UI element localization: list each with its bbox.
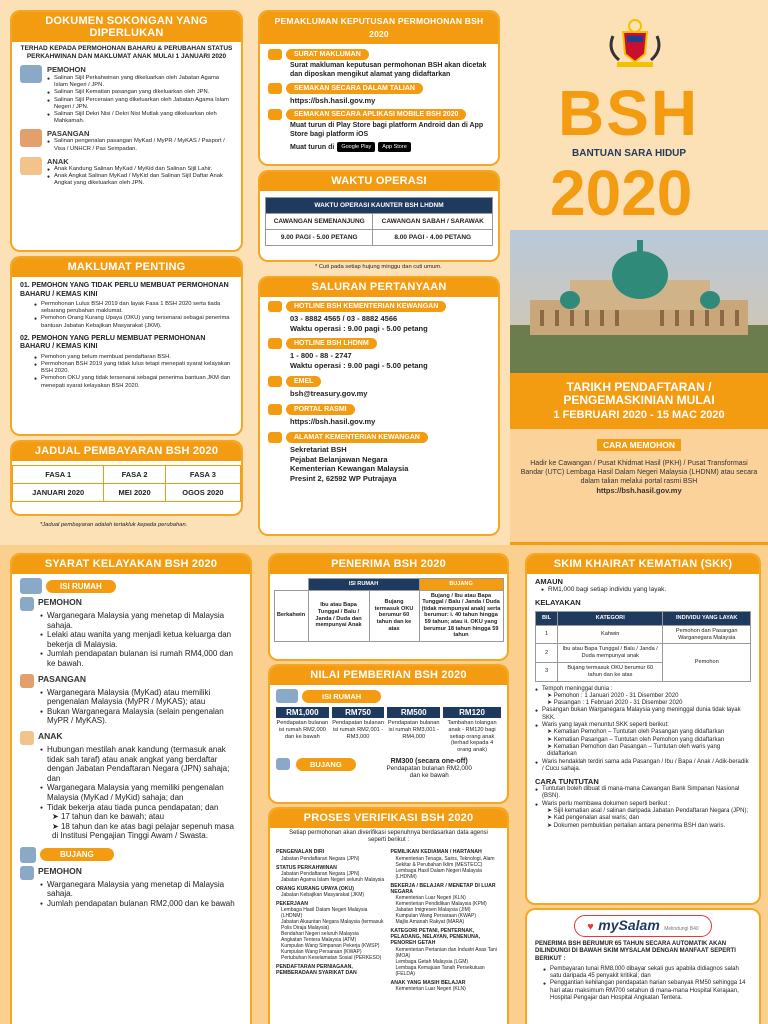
cover-bsh: BSH [558, 77, 700, 149]
coat-of-arms-icon [605, 18, 665, 70]
skk-card: SKIM KHAIRAT KEMATIAN (SKK) AMAUN ● RM1,000 bagi setiap individu yang layak. KELAYAKAN BIL KATEGORI INDIVIDU YANG LAYAK 1 Kahwin Pemohon dan Pasangan Warganegara Malaysia 2 Ibu atau Bapa Tunggal / Balu / Janda / Duda mempunyai anak Pemohon 3 Bujang termasuk OKU berumur 60 tahun dan ke atas ● Tempoh meninggal dunia : ➤ Pemohon : 1 Januari 2020 - 31 Disember 2020 ➤ Pasangan : 1 Februari 2020 - 31 Disember 2020 ● Pasangan bukan Warganegara Malaysia yang meninggal dunia tidak layak SKK. ● Waris yang layak menuntut SKK seperti berikut: ➤ Kematian Pemohon – Tuntutan oleh Pasangan yang didaftarkan ➤ Kematian Pasangan – Tuntutan oleh Pemohon yang didaftarkan ➤ Kematian Pemohon dan Pasangan – Tuntutan oleh waris yang didaftarkan ● Waris hendaklah terdiri sama ada Pasangan / Ibu / Bapa / Anak / Adik-beradik / Cucu sahaja. CARA TUNTUTAN ● Tuntutan boleh dibuat di mana-mana Cawangan Bank Simpanan Nasional (BSN). ● Waris perlu membawa dokumen seperti berikut : ➤ Sijil kematian asal / salinan daripada Jabatan Pendaftaran Negara (JPN); ➤ Kad pengenalan asal waris; dan ➤ Dokumen pembuktian pertalian antara penerima BSH dan waris. [527, 555, 759, 903]
hotline1-number[interactable]: 03 - 8882 4565 / 03 - 8882 4566 [290, 314, 398, 323]
waktu-col: CAWANGAN SEMENANJUNG [266, 214, 373, 230]
nilai-bujang: BUJANG [296, 758, 356, 771]
jadual-value: JANUARI 2020 [13, 484, 104, 502]
list-item: ● Jumlah pendapatan bulanan RM2,000 dan ke bawah [40, 899, 242, 909]
nilai-bujang-amount: RM300 (secara one-off) [390, 757, 468, 765]
list-item: ● Salinan Sijil Dekri Nisi / Dekri Nisi Mutlak yang dikeluarkan oleh Mahkamah. [47, 111, 233, 125]
syarat-isi-rumah: ISI RUMAH [46, 580, 116, 593]
tempoh-title: ● Tempoh meninggal dunia : [535, 686, 751, 693]
proses-card [270, 809, 507, 1024]
verifikasi-agency: Majlis Amanah Rakyat (MARA) [395, 919, 465, 926]
verifikasi-group-title: PENGENALAN DIRI [276, 849, 325, 856]
list-item: ● RM1,000 bagi setiap individu yang layak. [541, 586, 751, 593]
email-icon [268, 376, 282, 387]
hotline2-number[interactable]: 1 - 800 - 88 - 2747 [290, 351, 352, 360]
isi-rumah-icon [276, 689, 298, 703]
verifikasi-agency: Lembaga Getah Malaysia (LGM) [395, 958, 469, 965]
syarat-pemohon-label: PEMOHON [38, 597, 82, 607]
location-icon [268, 432, 282, 443]
skk-header: KATEGORI [558, 612, 663, 626]
mobile-label: SEMAKAN SECARA APLIKASI MOBILE BSH 2020 [286, 109, 466, 120]
tempoh-item: Pasangan : 1 Februari 2020 - 31 Disember 2020 [553, 700, 683, 707]
list-item: ● Permohonan Lulus BSH 2019 dan layak Fasa 1 BSH 2020 serta tiada sebarang perubahan maklumat. [34, 301, 233, 315]
mysalam-text: PENERIMA BSH BERUMUR 65 TAHUN SECARA AUTOMATIK AKAN DILINDUNGI DI BAWAH SKIM MYSALAM DENGAN MANFAAT SEPERTI BERIKUT : [535, 941, 736, 962]
talian-url[interactable]: https://bsh.hasil.gov.my [290, 96, 376, 105]
dokumen-item: Kad pengenalan asal waris; dan [553, 815, 640, 822]
pasangan-icon [20, 674, 34, 688]
verifikasi-agency: Kementerian Pendidikan Malaysia (KPM) [395, 901, 487, 908]
list-item: ● Permohonan BSH 2019 yang tidak lulus tetapi menepati syarat kelayakan BSH 2020. [34, 361, 233, 375]
verifikasi-agency: Kementerian Tenaga, Sains, Teknologi, Alam Sekitar & Perubahan Iklim (MESTECC) [395, 855, 495, 868]
pemakluman-card [260, 12, 498, 164]
verifikasi-group-title: PEKERJAAN [276, 901, 308, 908]
verifikasi-agency: Angkatan Tentera Malaysia (ATM) [281, 937, 357, 944]
nilai-bujang-desc: Pendapatan bulanan RM2,000 dan ke bawah [386, 764, 472, 780]
anak-sub-item: ➤ 17 tahun dan ke bawah; atau [52, 812, 165, 822]
list-item: ● Salinan Sijil Kematian pasangan yang dikeluarkan oleh JPN. [47, 89, 233, 96]
mobile-icon [268, 109, 282, 120]
list-item: ● Pemohon yang belum membuat pendaftaran BSH. [34, 354, 233, 361]
alamat-label: ALAMAT KEMENTERIAN KEWANGAN [286, 432, 428, 443]
verifikasi-agency: Pertubuhan Keselamatan Sosial (PERKESO) [281, 955, 382, 962]
verifikasi-group-title: PENDAFTARAN PERNIAGAAN, PEMBERADAAN SYARIKAT DAN [276, 964, 357, 977]
verifikasi-group-title: ORANG KURANG UPAYA (OKU) [276, 885, 355, 892]
verifikasi-agency: Jabatan Akauntan Negara Malaysia (termasuk Polis Diraja Malaysia) [281, 919, 384, 932]
google-play-badge[interactable]: Google Play [337, 142, 375, 152]
globe-icon [268, 83, 282, 94]
pemohon-icon [20, 597, 34, 611]
waktu-table-title: WAKTU OPERASI KAUNTER BSH LHDNM [266, 198, 493, 214]
verifikasi-agency: Kementerian Luar Negeri (KLN) [395, 895, 466, 902]
emel-label: EMEL [286, 376, 321, 387]
mysalam-card [527, 910, 759, 1024]
tarikh-box [510, 373, 768, 545]
bujang-icon [20, 847, 36, 863]
pemohon-icon [20, 65, 42, 83]
list-item: ● Waris hendaklah terdiri sama ada Pasangan / Ibu / Bapa / Anak / Adik-beradik / Cucu sahaja. [535, 759, 751, 774]
nilai-title: NILAI PEMBERIAN BSH 2020 [270, 666, 507, 685]
nilai-tier: RM500 Pendapatan bulanan isi rumah RM3,001 - RM4,000 [387, 708, 440, 740]
waktu-note: * Cuti pada setiap hujung minggu dan cuti umum. [315, 264, 442, 270]
maklumat-card [12, 258, 241, 434]
table-row: 1 Kahwin Pemohon dan Pasangan Warganegara Malaysia [536, 625, 751, 644]
verifikasi-group-title: KATEGORI PETANI, PENTERNAK, PELADANG, NELAYAN, PENENUNA, PENOREH GETAH [390, 928, 481, 947]
skk-table [535, 611, 751, 682]
talian-label: SEMAKAN SECARA DALAM TALIAN [286, 83, 423, 94]
waktu-title: WAKTU OPERASI [260, 172, 498, 191]
emel-address[interactable]: bsh@treasury.gov.my [290, 389, 368, 398]
list-item: ● Salinan Sijil Perkahwinan yang dikeluarkan oleh Jabatan Agama Islam Negeri / JPN. [47, 75, 233, 89]
jadual-header: FASA 3 [165, 466, 240, 484]
syarat-bujang: BUJANG [40, 848, 114, 861]
maklumat-p1-title: 01. PEMOHON YANG TIDAK PERLU MEMBUAT PERMOHONAN BAHARU / KEMAS KINI [20, 282, 229, 298]
waktu-table [265, 197, 493, 246]
verifikasi-agency: Jabatan Pendaftaran Negara (JPN) [281, 870, 360, 877]
syarat-bujang-pemohon-label: PEMOHON [38, 865, 82, 876]
mobile-text: Muat turun di Play Store bagi platform Android dan di App Store bagi platform iOS [290, 122, 484, 138]
verifikasi-agency: Lembaga Hasil Dalam Negeri Malaysia (LHDNM) [281, 907, 368, 920]
nilai-tier: RM1,000 Pendapatan bulanan isi rumah RM2,000 dan ke bawah [276, 708, 329, 740]
waktu-time: 9.00 PAGI - 5.00 PETANG [266, 230, 373, 246]
mail-icon [268, 49, 282, 60]
syarat-pasangan-label: PASANGAN [38, 673, 87, 684]
dokumen-anak-label: ANAK [47, 156, 69, 166]
proses-title: PROSES VERIFIKASI BSH 2020 [270, 809, 507, 828]
proses-left-column [276, 846, 387, 991]
list-item: ● Hubungan mestilah anak kandung (termasuk anak tidak sah taraf) atau anak angkat yang berdaftar dengan Jabatan Pendaftaran Negara (JPN) sahaja; dan [40, 745, 242, 783]
mysalam-tag: Melindungi B40 [664, 926, 699, 932]
waris-item: Kematian Pemohon dan Pasangan – Tuntutan oleh waris yang didaftarkan [547, 743, 721, 758]
verifikasi-agency: Kementerian Pertanian dan Industri Asas Tani (MOA) [395, 946, 497, 959]
list-item: ● Salinan Sijil Perceraian yang dikeluarkan oleh Jabatan Agama Islam Negeri / JPN. [47, 97, 233, 111]
penerima-table [274, 578, 504, 642]
waris-item: Kematian Pemohon – Tuntutan oleh Pasangan yang didaftarkan [553, 729, 725, 736]
list-item: ● Anak Kandung Salinan MyKad / MyKid dan Salinan Sijil Lahir. [47, 166, 233, 173]
surat-label: SURAT MAKLUMAN [286, 49, 369, 60]
verifikasi-agency: Bendahari Negeri seluruh Malaysia [281, 931, 359, 938]
penerima-title: PENERIMA BSH 2020 [270, 555, 507, 574]
amaun-label: AMAUN [535, 577, 563, 586]
list-item: ● Pasangan bukan Warganegara Malaysia yang meninggal dunia tidak layak SKK. [535, 707, 751, 722]
phone-icon [268, 338, 282, 349]
skk-header: INDIVIDU YANG LAYAK [663, 612, 751, 626]
cara-tuntutan-label: CARA TUNTUTAN [535, 777, 599, 787]
skk-title: SKIM KHAIRAT KEMATIAN (SKK) [527, 555, 759, 574]
tarikh-dates: 1 FEBRUARI 2020 - 15 MAC 2020 [553, 409, 725, 421]
list-item: ● Pemohon OKU yang tidak tersenarai sebagai penerima bantuan JKM dan menepati syarat kelayakan BSH 2020. [34, 375, 233, 389]
jadual-table [12, 465, 241, 502]
dokumen-item: Dokumen pembuktian pertalian antara penerima BSH dan waris. [553, 822, 726, 829]
jadual-value: MEI 2020 [104, 484, 165, 502]
verifikasi-agency: Jabatan Imigresen Malaysia (JIM) [395, 907, 471, 914]
table-row: 3 Bujang termasuk OKU berumur 60 tahun dan ke atas [536, 662, 751, 681]
cover-panel [510, 0, 768, 545]
list-item: ● Bukan Warganegara Malaysia (selain pengenalan MyPR / MyKAS). [40, 707, 242, 726]
cover-subtitle: BANTUAN SARA HIDUP [572, 148, 687, 159]
penerima-c1: Ibu atau Bapa Tunggal / Balu / Janda / Duda dan mempunyai Anak [308, 590, 369, 641]
list-item: ● Jumlah pendapatan bulanan isi rumah RM4,000 dan ke bawah. [40, 649, 242, 668]
verifikasi-agency: Lembaga Kemajuan Tanah Persekutuan (FELDA) [395, 964, 485, 977]
portal-label: PORTAL RASMI [286, 404, 355, 415]
anak-icon [20, 731, 34, 745]
jadual-header: FASA 2 [104, 466, 165, 484]
mysalam-brand: mySalam [598, 917, 660, 933]
list-item: ● Pemohon Orang Kurang Upaya (OKU) yang tersenarai sebagai penerima bantuan Jabatan Kebajikan Masyarakat (JKM). [34, 315, 233, 329]
penerima-card [270, 555, 507, 659]
phone-icon [268, 301, 282, 312]
building-image [510, 230, 768, 373]
pasangan-icon [20, 129, 42, 147]
maklumat-title: MAKLUMAT PENTING [12, 258, 241, 277]
jadual-value: OGOS 2020 [165, 484, 240, 502]
cara-text: Hadir ke Cawangan / Pusat Khidmat Hasil (PKH) / Pusat Transformasi Bandar (UTC) Lembaga Hasil Dalam Negeri Malaysia (LHDNM) atau secara dalam talian melalui portal rasmi BSH [520, 460, 758, 485]
penerima-c2: Bujang termasuk OKU berumur 60 tahun dan ke atas [369, 590, 419, 641]
nilai-isi-rumah: ISI RUMAH [302, 690, 381, 703]
list-item: ● Waris yang layak menuntut SKK seperti berikut: [535, 722, 751, 729]
jadual-title: JADUAL PEMBAYARAN BSH 2020 [12, 442, 241, 461]
kelayakan-label: KELAYAKAN [535, 598, 581, 607]
anak-sub-item: ➤ 18 tahun dan ke atas bagi pelajar sepenuh masa di Institusi Pengajian Tinggi Awam / Swasta. [52, 821, 234, 841]
list-item: ● Tidak bekerja atau tiada punca pendapatan; dan [40, 803, 242, 813]
nilai-card [270, 666, 507, 802]
waktu-time: 8.00 PAGI - 4.00 PETANG [373, 230, 493, 246]
list-item: ● Lelaki atau wanita yang menjadi ketua keluarga dan bekerja di Malaysia. [40, 630, 242, 649]
list-item: ● Warganegara Malaysia (MyKad) atau memiliki pengenalan Malaysia (MyPR / MyKAS); atau [40, 688, 242, 707]
isi-rumah-icon [20, 578, 42, 594]
pemakluman-title: PEMAKLUMAN KEPUTUSAN PERMOHONAN BSH 2020 [260, 12, 498, 44]
verifikasi-agency: Lembaga Hasil Dalam Negeri Malaysia (LHDNM) [395, 867, 482, 880]
cara-url[interactable]: https://bsh.hasil.gov.my [596, 486, 682, 495]
penerima-row-label: Berkahwin [274, 590, 308, 641]
saluran-card [260, 278, 498, 534]
waktu-col: CAWANGAN SABAH / SARAWAK [373, 214, 493, 230]
web-icon [268, 404, 282, 415]
penerima-col1: ISI RUMAH [308, 579, 419, 591]
verifikasi-group-title: PEMILIKAN KEDIAMAN / HARTANAH [390, 849, 482, 856]
dokumen-item: Sijil kematian asal / salinan daripada Jabatan Pendaftaran Negara (JPN); [553, 808, 749, 815]
waris-item: Kematian Pasangan – Tuntutan oleh Pemohon yang didaftarkan [553, 736, 725, 743]
proses-intro: Setiap permohonan akan diverifikasi sepenuhnya berdasarkan data agensi seperti berikut : [289, 830, 488, 844]
jadual-header: FASA 1 [13, 466, 104, 484]
alamat-line: Pejabat Belanjawan Negara [290, 454, 388, 464]
verifikasi-agency: Jabatan Kebajikan Masyarakat (JKM) [281, 892, 365, 899]
cover-year: 2020 [550, 157, 693, 229]
verifikasi-group-title: BEKERJA / BELAJAR / MENETAP DI LUAR NEGARA [390, 882, 496, 895]
list-item: ● Anak Angkat Salinan MyKad / MyKid dan Salinan Sijil Daftar Anak Angkat yang dikeluarkan oleh JPN. [47, 173, 233, 187]
nilai-tier: RM750 Pendapatan bulanan isi rumah RM2,001 - RM3,000 [332, 708, 384, 740]
hotline2-hours: Waktu operasi : 9.00 pagi - 5.00 petang [290, 360, 428, 370]
bujang-icon [276, 758, 290, 770]
verifikasi-group-title: ANAK YANG MASIH BELAJAR [390, 979, 466, 986]
penerima-c3: Bujang / Ibu atau Bapa Tunggal / Balu / Janda / Duda (tidak mempunyai anak) serta berumur: i. 40 tahun hingga 59 tahun; atau ii. OKU yang berumur 18 tahun hingga 59 tahun [419, 590, 503, 641]
app-store-badge[interactable]: App Store [378, 142, 410, 152]
syarat-anak-label: ANAK [38, 730, 63, 741]
waktu-card [260, 172, 498, 260]
list-item: ● Pembayaran tunai RM8,000 dibayar sekali gus apabila didiagnos salah satu daripada 45 penyakit kritikal; dan [543, 966, 751, 981]
dokumen-subtitle: TERHAD KEPADA PERMOHONAN BAHARU & PERUBAHAN STATUS PERKAHWINAN DAN MAKLUMAT ANAK MULAI 1 JANUARI 2020 [20, 45, 233, 60]
verifikasi-agency: Kementerian Luar Negeri (KLN) [395, 985, 466, 992]
cara-title: CARA MEMOHON [597, 439, 681, 451]
heart-icon: ♥ [587, 921, 594, 933]
proses-right-column [391, 846, 502, 991]
dokumen-title: DOKUMEN SOKONGAN YANG DIPERLUKAN [12, 12, 241, 42]
maklumat-p2-title: 02. PEMOHON YANG PERLU MEMBUAT PERMOHONAN BAHARU / KEMAS KINI [20, 334, 206, 351]
list-item: ● Penggantian kehilangan pendapatan harian sebanyak RM50 sehingga 14 hari atau maksimum RM700 setahun di mana-mana Hospital Kerajaan, Hospital Pengajar dan Hospital Angkatan Tentera. [543, 980, 751, 1002]
table-row: 2 Ibu atau Bapa Tunggal / Balu / Janda / Duda mempunyai anak Pemohon [536, 644, 751, 663]
syarat-title: SYARAT KELAYAKAN BSH 2020 [12, 555, 250, 574]
list-item: ● Waris perlu membawa dokumen seperti berikut : [535, 801, 751, 808]
verifikasi-agency: Kumpulan Wang Simpanan Pekerja (KWSP) [281, 943, 380, 950]
portal-url[interactable]: https://bsh.hasil.gov.my [290, 417, 376, 426]
dokumen-card [12, 12, 241, 250]
hotline2-label: HOTLINE BSH LHDNM [286, 338, 377, 349]
skk-header: BIL [536, 612, 558, 626]
hotline1-hours: Waktu operasi : 9.00 pagi - 5.00 petang [290, 323, 428, 333]
verifikasi-agency: Jabatan Pendaftaran Negara (JPN) [281, 855, 360, 862]
hotline1-label: HOTLINE BSH KEMENTERIAN KEWANGAN [286, 301, 446, 312]
alamat-line: Sekretariat BSH [290, 445, 347, 454]
jadual-card [12, 442, 241, 514]
tempoh-item: Pemohon : 1 Januari 2020 - 31 Disember 2020 [553, 692, 679, 699]
verifikasi-agency: Kumpulan Wang Persaraan (KWAP) [395, 913, 476, 920]
penerima-col2: BUJANG [419, 579, 503, 591]
list-item: ● Salinan pengenalan pasangan MyKad / MyPR / MyKAS / Pasport / Visa / UNHCR / Pas Sempadan. [47, 138, 233, 152]
list-item: ● Tuntutan boleh dibuat di mana-mana Cawangan Bank Simpanan Nasional (BSN). [535, 786, 751, 801]
dokumen-pemohon-label: PEMOHON [47, 65, 86, 74]
list-item: ● Warganegara Malaysia yang menetap di Malaysia sahaja. [40, 611, 242, 630]
muat-turun-label: Muat turun di [290, 143, 335, 151]
saluran-title: SALURAN PERTANYAAN [260, 278, 498, 297]
surat-text: Surat makluman keputusan permohonan BSH akan dicetak dan diposkan mengikut alamat yang didaftarkan [290, 62, 487, 78]
list-item: ● Warganegara Malaysia yang memiliki pengenalan Malaysia (MyKad / MyKid) sahaja; dan [40, 783, 242, 802]
dokumen-pasangan-label: PASANGAN [47, 129, 90, 139]
verifikasi-agency: Kumpulan Wang Persaraan (KWAP) [281, 949, 362, 956]
alamat-line: Kementerian Kewangan Malaysia [290, 464, 409, 473]
verifikasi-group-title: STATUS PERKAHWINAN [276, 864, 337, 871]
tarikh-title: TARIKH PENDAFTARAN / PENGEMASKINIAN MULAI [563, 380, 715, 407]
jadual-note: *Jadual pembayaran adalah tertakluk kepada perubahan. [40, 522, 188, 528]
nilai-tier: RM120 Tambahan tolangan anak - RM120 bagi setiap orang anak (terhad kepada 4 orang anak) [443, 707, 501, 754]
list-item: ● Warganegara Malaysia yang menetap di Malaysia sahaja. [40, 880, 242, 899]
anak-icon [20, 157, 42, 175]
verifikasi-agency: Jabatan Agama Islam Negeri seluruh Malaysia [281, 876, 385, 883]
pemohon-icon [20, 866, 34, 880]
syarat-card [12, 555, 250, 1024]
alamat-line: Presint 2, 62592 WP Putrajaya [290, 473, 397, 483]
